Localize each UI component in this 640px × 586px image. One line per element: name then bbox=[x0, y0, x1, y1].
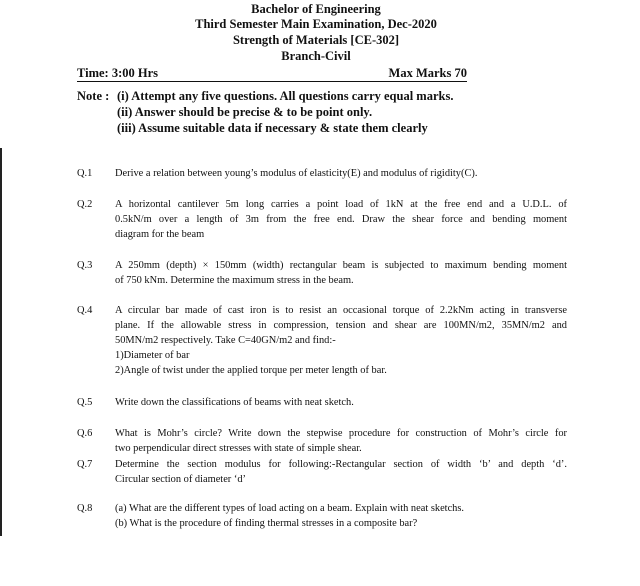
question-line: plane. If the allowable stress in compression, tension and shear are 100MN/m2, 35MN/m2 and bbox=[115, 320, 567, 331]
question-text bbox=[115, 197, 567, 242]
question-number: Q.3 bbox=[77, 260, 93, 271]
left-margin-rule bbox=[0, 148, 2, 536]
question-line: Derive a relation between young’s modulus of elasticity(E) and modulus of rigidity(C). bbox=[115, 168, 478, 179]
question-line: diagram for the beam bbox=[115, 229, 205, 240]
question-line: Circular section of diameter ‘d’ bbox=[115, 474, 246, 485]
question-line: Determine the section modulus for following:-Rectangular section of width ‘b’ and depth ‘d’. bbox=[115, 459, 567, 470]
branch-title: Branch-Civil bbox=[281, 49, 351, 63]
max-marks: Max Marks 70 bbox=[388, 66, 467, 80]
question-line: 1)Diameter of bar bbox=[115, 350, 190, 361]
question-number: Q.4 bbox=[77, 305, 93, 316]
question-line: two perpendicular direct stresses with state of simple shear. bbox=[115, 443, 362, 454]
question-line: Write down the classifications of beams with neat sketch. bbox=[115, 397, 354, 408]
note-line: (iii) Assume suitable data if necessary & state them clearly bbox=[117, 121, 428, 135]
question-line: What is Mohr’s circle? Write down the stepwise procedure for construction of Mohr’s circle for bbox=[115, 428, 567, 439]
time-allowed: Time: 3:00 Hrs bbox=[77, 66, 159, 80]
question-text bbox=[115, 426, 567, 456]
subject-title: Strength of Materials [CE-302] bbox=[232, 33, 400, 47]
question-number: Q.6 bbox=[77, 428, 93, 439]
question-text bbox=[115, 501, 567, 531]
exam-title: Third Semester Main Examination, Dec-2020 bbox=[195, 17, 437, 31]
question-line: A horizontal cantilever 5m long carries a point load of 1kN at the free end and a U.D.L. of bbox=[115, 199, 567, 210]
question-number: Q.7 bbox=[77, 459, 93, 470]
question-line: 2)Angle of twist under the applied torque per meter length of bar. bbox=[115, 365, 387, 376]
question-text bbox=[115, 303, 567, 378]
note-label: Note : bbox=[77, 89, 110, 103]
degree-title: Bachelor of Engineering bbox=[251, 2, 381, 16]
question-line: (b) What is the procedure of finding thermal stresses in a composite bar? bbox=[115, 518, 418, 529]
time-marks-row bbox=[77, 66, 467, 82]
question-text bbox=[115, 395, 567, 410]
question-text bbox=[115, 457, 567, 487]
question-number: Q.5 bbox=[77, 397, 93, 408]
question-line: 0.5kN/m over a length of 3m from the free end. Draw the shear force and bending moment bbox=[115, 214, 567, 225]
question-number: Q.8 bbox=[77, 503, 93, 514]
question-line: (a) What are the different types of load acting on a beam. Explain with neat sketchs. bbox=[115, 503, 465, 514]
question-number: Q.2 bbox=[77, 199, 93, 210]
question-text bbox=[115, 166, 567, 181]
question-line: of 750 kNm. Determine the maximum stress in the beam. bbox=[115, 275, 354, 286]
question-line: A 250mm (depth) × 150mm (width) rectangular beam is subjected to maximum bending moment bbox=[115, 260, 567, 271]
question-number: Q.1 bbox=[77, 168, 93, 179]
question-text bbox=[115, 258, 567, 288]
question-line: A circular bar made of cast iron is to resist an occasional torque of 2.2kNm acting in transverse bbox=[115, 305, 567, 316]
note-line: (i) Attempt any five questions. All questions carry equal marks. bbox=[117, 89, 454, 103]
question-line: 50MN/m2 respectively. Take C=40GN/m2 and find:- bbox=[115, 335, 336, 346]
note-line: (ii) Answer should be precise & to be point only. bbox=[117, 105, 373, 119]
